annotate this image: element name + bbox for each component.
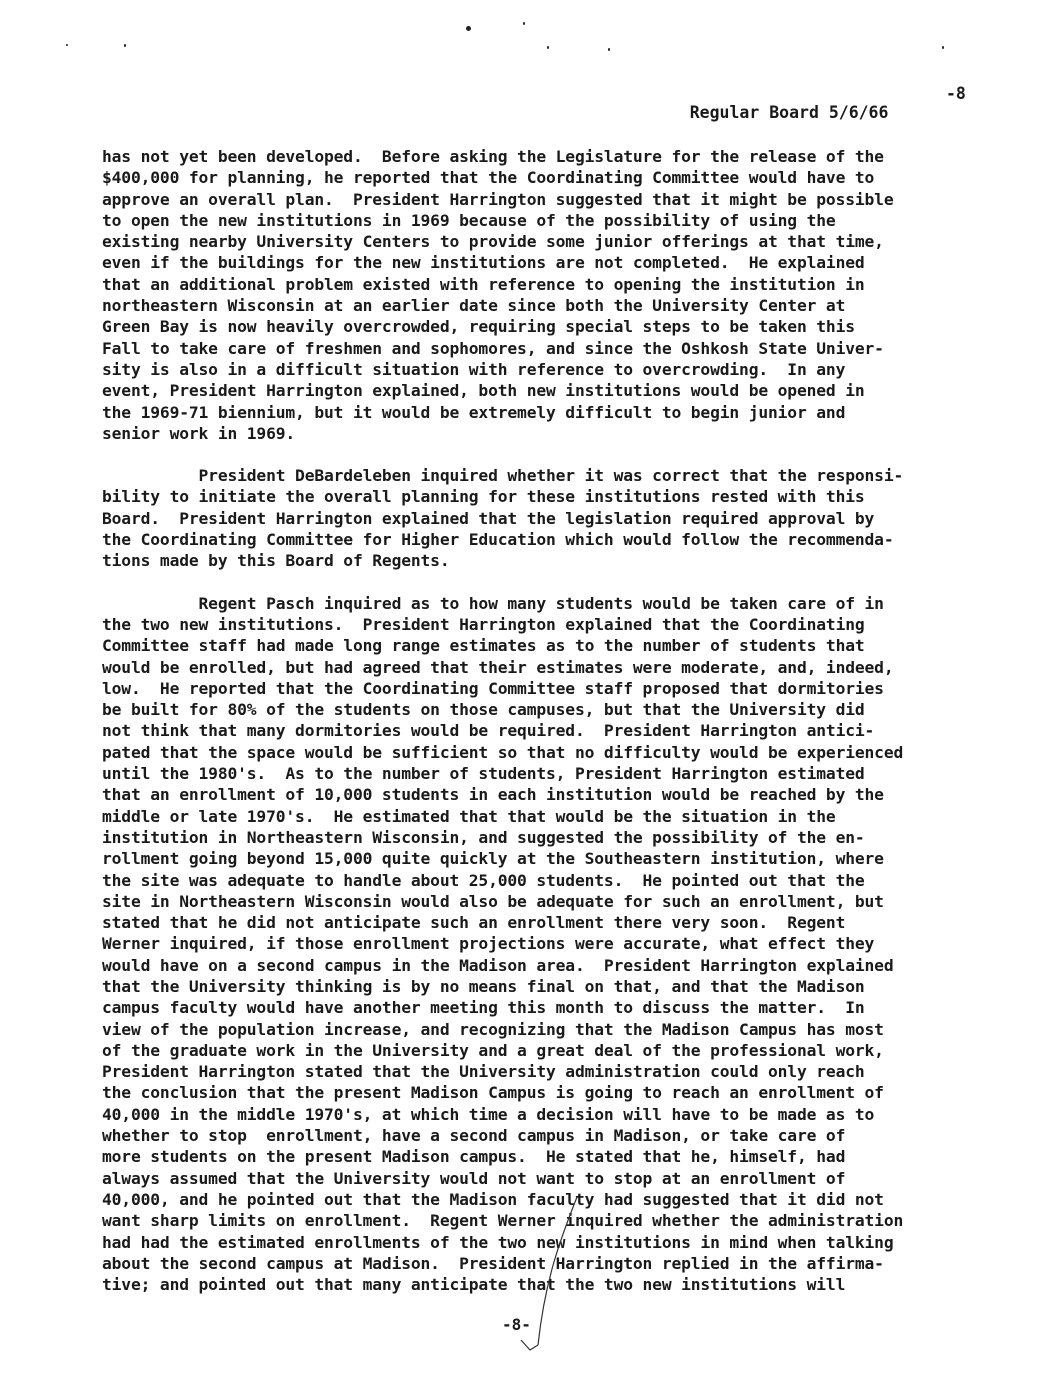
text-line: has not yet been developed. Before asking the Legislature for the release of the — [102, 147, 884, 166]
text-line: the two new institutions. President Harrington explained that the Coordinating — [102, 614, 865, 634]
text-line: whether to stop enrollment, have a second campus in Madison, or take care of — [102, 1126, 846, 1146]
text-line: view of the population increase, and recognizing that the Madison Campus has most — [102, 1019, 884, 1039]
text-line: would be enrolled, but had agreed that their estimates were moderate, and, indeed, — [102, 657, 894, 677]
text-line: Werner inquired, if those enrollment projections were accurate, what effect they — [102, 934, 875, 954]
text-line: want sharp limits on enrollment. Regent Werner inquired whether the administration — [102, 1211, 904, 1231]
text-line: stated that he did not anticipate such an enrollment there very soon. Regent — [102, 913, 846, 933]
text-line: had had the estimated enrollments of the two new institutions in mind when talking — [102, 1232, 894, 1252]
text-line: that an additional problem existed with reference to opening the institution in — [102, 274, 865, 294]
text-line: Board. President Harrington explained that the legislation required approval by — [102, 508, 875, 528]
text-line: more students on the present Madison campus. He stated that he, himself, had — [102, 1147, 846, 1167]
text-line: always assumed that the University would not want to stop at an enrollment of — [102, 1168, 846, 1188]
text-line: the conclusion that the present Madison Campus is going to reach an enrollment of — [102, 1083, 884, 1103]
text-line: the site was adequate to handle about 25,000 students. He pointed out that the — [102, 870, 865, 890]
text-line: northeastern Wisconsin at an earlier date since both the University Center at — [102, 296, 846, 316]
text-line: the 1969-71 biennium, but it would be extremely difficult to begin junior and — [102, 402, 846, 422]
text-line: Green Bay is now heavily overcrowded, requiring special steps to be taken this — [102, 317, 855, 337]
text-line: middle or late 1970's. He estimated that that would be the situation in the — [102, 806, 836, 826]
text-line: bility to initiate the overall planning for these institutions rested with this — [102, 487, 865, 507]
text-line: Regent Pasch inquired as to how many students would be taken care of in — [102, 593, 884, 613]
text-line: President DeBardeleben inquired whether it was correct that the responsi- — [102, 466, 904, 486]
text-line: tions made by this Board of Regents. — [102, 551, 450, 571]
text-line: 40,000 in the middle 1970's, at which time a decision will have to be made as to — [102, 1104, 875, 1124]
text-line: senior work in 1969. — [102, 423, 296, 443]
text-line: of the graduate work in the University and a great deal of the professional work, — [102, 1040, 884, 1060]
text-line: pated that the space would be sufficient so that no difficulty would be experienced — [102, 742, 904, 762]
text-line: Fall to take care of freshmen and sophomores, and since the Oshkosh State Univer- — [102, 338, 884, 358]
text-line: existing nearby University Centers to provide some junior offerings at that time, — [102, 232, 884, 252]
header-title: Regular Board 5/6/66 — [689, 103, 889, 122]
text-line: the Coordinating Committee for Higher Education which would follow the recommenda- — [102, 530, 894, 550]
text-line: 40,000, and he pointed out that the Madison faculty had suggested that it did not — [102, 1189, 884, 1209]
text-line: institution in Northeastern Wisconsin, and suggested the possibility of the en- — [102, 827, 865, 847]
text-line: campus faculty would have another meeting this month to discuss the matter. In — [102, 998, 865, 1018]
text-line: $400,000 for planning, he reported that the Coordinating Committee would have to — [102, 168, 875, 188]
text-line: rollment going beyond 15,000 quite quickly at the Southeastern institution, where — [102, 849, 884, 869]
text-line: about the second campus at Madison. President Harrington replied in the affirma- — [102, 1253, 884, 1273]
text-line: be built for 80% of the students on those campuses, but that the University did — [102, 700, 865, 720]
text-line: that the University thinking is by no means final on that, and that the Madison — [102, 976, 865, 996]
page-footer-number: -8- — [502, 1315, 531, 1334]
text-line: even if the buildings for the new institutions are not completed. He explained — [102, 253, 865, 273]
text-line: low. He reported that the Coordinating Committee staff proposed that dormitories — [102, 678, 884, 698]
text-line: sity is also in a difficult situation with reference to overcrowding. In any — [102, 359, 846, 379]
text-line: to open the new institutions in 1969 because of the possibility of using the — [102, 210, 836, 230]
text-line: tive; and pointed out that many anticipate that the two new institutions will — [102, 1275, 846, 1295]
header-page-number: -8 — [946, 84, 966, 103]
text-line: Committee staff had made long range estimates as to the number of students that — [102, 636, 865, 656]
text-line: site in Northeastern Wisconsin would also be adequate for such an enrollment, but — [102, 891, 884, 911]
text-line: that an enrollment of 10,000 students in each institution would be reached by the — [102, 785, 884, 805]
text-line: approve an overall plan. President Harrington suggested that it might be possible — [102, 189, 894, 209]
text-line: would have on a second campus in the Madison area. President Harrington explained — [102, 955, 894, 975]
text-line: President Harrington stated that the University administration could only reach — [102, 1062, 865, 1082]
text-line: not think that many dormitories would be required. President Harrington antici- — [102, 721, 875, 741]
text-line: event, President Harrington explained, both new institutions would be opened in — [102, 381, 865, 401]
text-line: until the 1980's. As to the number of students, President Harrington estimated — [102, 764, 865, 784]
